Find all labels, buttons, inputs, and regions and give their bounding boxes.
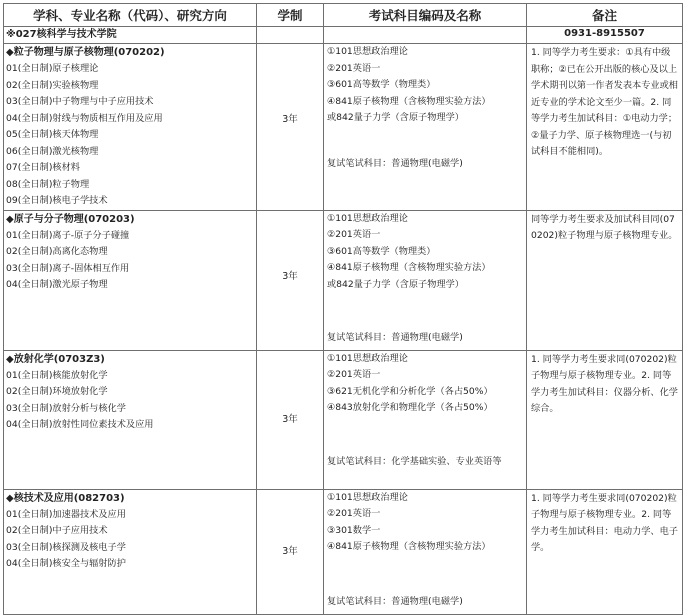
header-row bbox=[4, 4, 683, 27]
research-direction: 02(全日制)高离化态物理 bbox=[6, 246, 108, 257]
subjects-wrap bbox=[324, 351, 526, 489]
research-direction: 07(全日制)核材料 bbox=[6, 162, 80, 173]
exam-subject: ③621无机化学和分析化学（各占50%） bbox=[327, 385, 493, 397]
major-title: ◆原子与分子物理(070203) bbox=[6, 213, 135, 225]
header-subjects: 考试科目编码及名称 bbox=[324, 4, 527, 27]
major-row bbox=[4, 44, 683, 211]
exam-subject: ③601高等数学（物理类） bbox=[327, 79, 436, 90]
subjects-wrap bbox=[324, 211, 526, 350]
research-direction: 03(全日制)放射分析与核化学 bbox=[6, 402, 126, 414]
research-direction: 01(全日制)加速器技术及应用 bbox=[6, 508, 126, 520]
major-list bbox=[4, 44, 683, 615]
major-cell bbox=[4, 489, 257, 614]
research-direction: 04(全日制)放射性同位素技术及应用 bbox=[6, 419, 154, 430]
college-name: ※027核科学与技术学院 bbox=[6, 29, 117, 40]
note-text: 1. 同等学力考生要求同(070202)粒子物理与原子核物理专业。2. 同等学力考生加试科目：电动力学、电子学。 bbox=[531, 492, 678, 553]
exam-subject: ④843放射化学和物理化学（各占50%） bbox=[327, 402, 493, 413]
duration-label: 3年 bbox=[282, 413, 298, 425]
exam-subject: 或842量子力学（含原子物理学） bbox=[327, 112, 464, 123]
research-direction: 06(全日制)激光核物理 bbox=[6, 145, 99, 157]
duration-cell bbox=[257, 210, 324, 350]
note-cell bbox=[527, 210, 683, 350]
subjects-cell bbox=[324, 210, 527, 350]
research-direction: 02(全日制)中子应用技术 bbox=[6, 525, 108, 536]
major-title: ◆粒子物理与原子核物理(070202) bbox=[6, 47, 165, 58]
research-direction: 08(全日制)粒子物理 bbox=[6, 178, 90, 190]
header-notes: 备注 bbox=[527, 4, 683, 27]
research-direction: 01(全日制)离子-原子分子碰撞 bbox=[6, 229, 130, 241]
note-cell bbox=[527, 350, 683, 489]
duration-wrap bbox=[257, 351, 323, 489]
research-direction: 09(全日制)核电子学技术 bbox=[6, 195, 108, 206]
exam-subject: 或842量子力学（含原子物理学） bbox=[327, 278, 464, 290]
retest-subjects: 复试笔试科目：化学基础实验、专业英语等 bbox=[327, 455, 502, 467]
major-row bbox=[4, 210, 683, 350]
note-text: 同等学力考生要求及加试科目同(070202)粒子物理与原子核物理专业。 bbox=[531, 213, 678, 241]
subjects-cell bbox=[324, 350, 527, 489]
duration-cell bbox=[257, 350, 324, 489]
major-cell bbox=[4, 350, 257, 489]
note-text: 1. 同等学力考生要求同(070202)粒子物理与原子核物理专业。2. 同等学力考生加试科目：仪器分析、化学综合。 bbox=[531, 353, 678, 414]
note-cell bbox=[527, 44, 683, 211]
major-title: ◆核技术及应用(082703) bbox=[6, 492, 125, 504]
duration-wrap bbox=[257, 211, 323, 350]
subjects-cell bbox=[324, 44, 527, 211]
research-direction: 03(全日制)核探测及核电子学 bbox=[6, 541, 126, 553]
exam-subject: ④841原子核物理（含核物理实验方法） bbox=[327, 541, 491, 552]
note-cell bbox=[527, 489, 683, 614]
exam-subject: ②201英语一 bbox=[327, 62, 381, 74]
research-direction: 02(全日制)环境放射化学 bbox=[6, 386, 108, 397]
research-direction: 03(全日制)离子-固体相互作用 bbox=[6, 262, 130, 274]
subjects-wrap bbox=[324, 490, 526, 614]
exam-subject: ①101思想政治理论 bbox=[327, 352, 408, 364]
exam-subject: ③301数学一 bbox=[327, 524, 381, 536]
research-direction: 02(全日制)实验核物理 bbox=[6, 79, 99, 91]
research-direction: 01(全日制)核能放射化学 bbox=[6, 369, 108, 381]
exam-subject: ②201英语一 bbox=[327, 229, 381, 240]
duration-wrap bbox=[257, 44, 323, 205]
duration-label: 3年 bbox=[282, 270, 298, 282]
exam-subject: ③601高等数学（物理类） bbox=[327, 245, 436, 257]
subjects-cell bbox=[324, 489, 527, 614]
duration-label: 3年 bbox=[282, 114, 298, 125]
duration-cell bbox=[257, 489, 324, 614]
research-direction: 01(全日制)原子核理论 bbox=[6, 63, 99, 74]
subjects-wrap bbox=[324, 44, 526, 205]
major-cell bbox=[4, 210, 257, 350]
exam-subject: ①101思想政治理论 bbox=[327, 491, 408, 503]
major-title: ◆放射化学(0703Z3) bbox=[6, 353, 105, 365]
major-row bbox=[4, 350, 683, 489]
research-direction: 04(全日制)射线与物质相互作用及应用 bbox=[6, 112, 163, 124]
duration-label: 3年 bbox=[282, 545, 298, 557]
exam-subject: ④841原子核物理（含核物理实验方法） bbox=[327, 95, 491, 107]
exam-subject: ④841原子核物理（含核物理实验方法） bbox=[327, 262, 491, 273]
duration-wrap bbox=[257, 490, 323, 614]
research-direction: 03(全日制)中子物理与中子应用技术 bbox=[6, 96, 154, 107]
exam-subject: ②201英语一 bbox=[327, 508, 381, 519]
retest-subjects: 复试笔试科目：普通物理(电磁学) bbox=[327, 595, 463, 607]
research-direction: 05(全日制)核天体物理 bbox=[6, 129, 99, 140]
header-duration: 学制 bbox=[257, 4, 324, 27]
research-direction: 04(全日制)核安全与辐射防护 bbox=[6, 558, 126, 569]
retest-subjects: 复试笔试科目：普通物理(电磁学) bbox=[327, 331, 463, 343]
exam-subject: ②201英语一 bbox=[327, 369, 381, 380]
duration-cell bbox=[257, 44, 324, 211]
exam-subject: ①101思想政治理论 bbox=[327, 212, 408, 224]
note-text: 1. 同等学力考生要求：①具有中级职称；②已在公开出版的核心及以上学术期刊以第一作者发表本专业或相近专业的学术论文至少一篇。2. 同等学力考生加试科目：①电动力学；②量子力学、原子核物理选一(与初试科目不能相同)。 bbox=[531, 47, 678, 157]
college-phone: 0931-8915507 bbox=[564, 28, 645, 39]
major-cell bbox=[4, 44, 257, 211]
major-row bbox=[4, 489, 683, 614]
exam-subject: ①101思想政治理论 bbox=[327, 46, 408, 57]
research-direction: 04(全日制)激光原子物理 bbox=[6, 279, 108, 290]
header-major: 学科、专业名称（代码）、研究方向 bbox=[4, 4, 257, 27]
program-table bbox=[3, 3, 683, 615]
retest-subjects: 复试笔试科目：普通物理(电磁学) bbox=[327, 158, 463, 169]
college-row bbox=[4, 27, 683, 44]
